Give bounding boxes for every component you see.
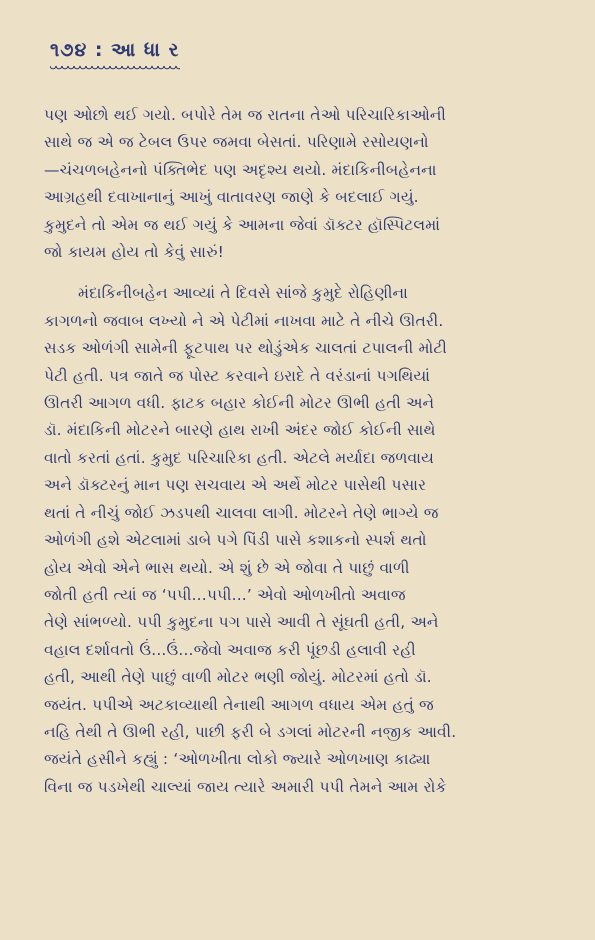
running-head: ૧૭૪ : આ ધા ર <box>50 39 180 61</box>
paragraph: મંદાકિનીબહેન આવ્યાં તે દિવસે સાંજે કુમુદે રોહિણીના કાગળનો જવાબ લખ્યો ને એ પેટીમાં નાખવા માટે તે નીચે ઊતરી. સડક ઓળંગી સામેની ફૂટપાથ પર થોડુંએક ચાલતાં ટપાલની મોટી પેટી હતી. પત્ર જાતે જ પોસ્ટ કરવાને ઇરાદે તે વરંડાનાં પગથિયાં ઊતરી આગળ વધી. ફાટક બહાર કોઈની મોટર ઊભી હતી અને ડૉ. મંદાકિની મોટરને બારણે હાથ રાખી અંદર જોઈ કોઈની સાથે વાતો કરતાં હતાં. કુમુદ પરિચારિકા હતી. એટલે મર્યાદા જળવાય અને ડૉક્ટરનું માન પણ સચવાય એ અર્થે મોટર પાસેથી પસાર થતાં તે નીચું જોઈ ઝડપથી ચાલવા લાગી. મોટરને તેણે ભાગ્યે જ ઓળંગી હશે એટલામાં ડાબે પગે પિંડી પાસે કશાકનો સ્પર્શ થતો હોય એવો એને ભાસ થયો. એ શું છે એ જોવા તે પાછું વાળી જોતી હતી ત્યાં જ ‘પપી...પપી...’ એવો ઓળખીતો અવાજ તેણે સાંભળ્યો. પપી કુમુદના પગ પાસે આવી તે સૂંઘતી હતી, અને વહાલ દર્શાવતો ઉં...ઉં...જેવો અવાજ કરી પૂંછડી હલાવી રહી હતી, આથી તેણે પાછું વાળી મોટર ભણી જોયું. મોટરમાં હતો ડૉ. જયંત. પપીએ અટકાવ્યાથી તેનાથી આગળ વધાય એમ હતું જ નહિ તેથી તે ઊભી રહી, પાછી ફરી બે ડગલાં મોટરની નજીક આવી. જયંતે હસીને કહ્યું : ‘ઓળખીતા લોકો જ્યારે ઓળખાણ કાઢ્યા વિના જ પડખેથી ચાલ્યાં જાય ત્યારે અમારી પપી તેમને આમ રોકે <box>44 284 457 796</box>
running-head-wavy-rule <box>50 66 180 72</box>
body-text <box>44 102 553 801</box>
paragraph-continued: પણ ઓછો થઈ ગયો. બપોરે તેમ જ રાતના તેઓ પરિચારિકાઓની સાથે જ એ જ ટેબલ ઉપર જમવા બેસતાં. પરિણામે રસોયણનો —ચંચળબહેનનો પંક્તિભેદ પણ અદૃશ્ય થયો. મંદાકિનીબહેનના આગ્રહથી દવાખાનાનું આખું વાતાવરણ જાણે કે બદલાઈ ગયું. કુમુદને તો એમ જ થઈ ગયું કે આમના જેવાં ડૉક્ટર હૉસ્પિટલમાં જો કાયમ હોય તો કેવું સારું! <box>44 106 446 262</box>
